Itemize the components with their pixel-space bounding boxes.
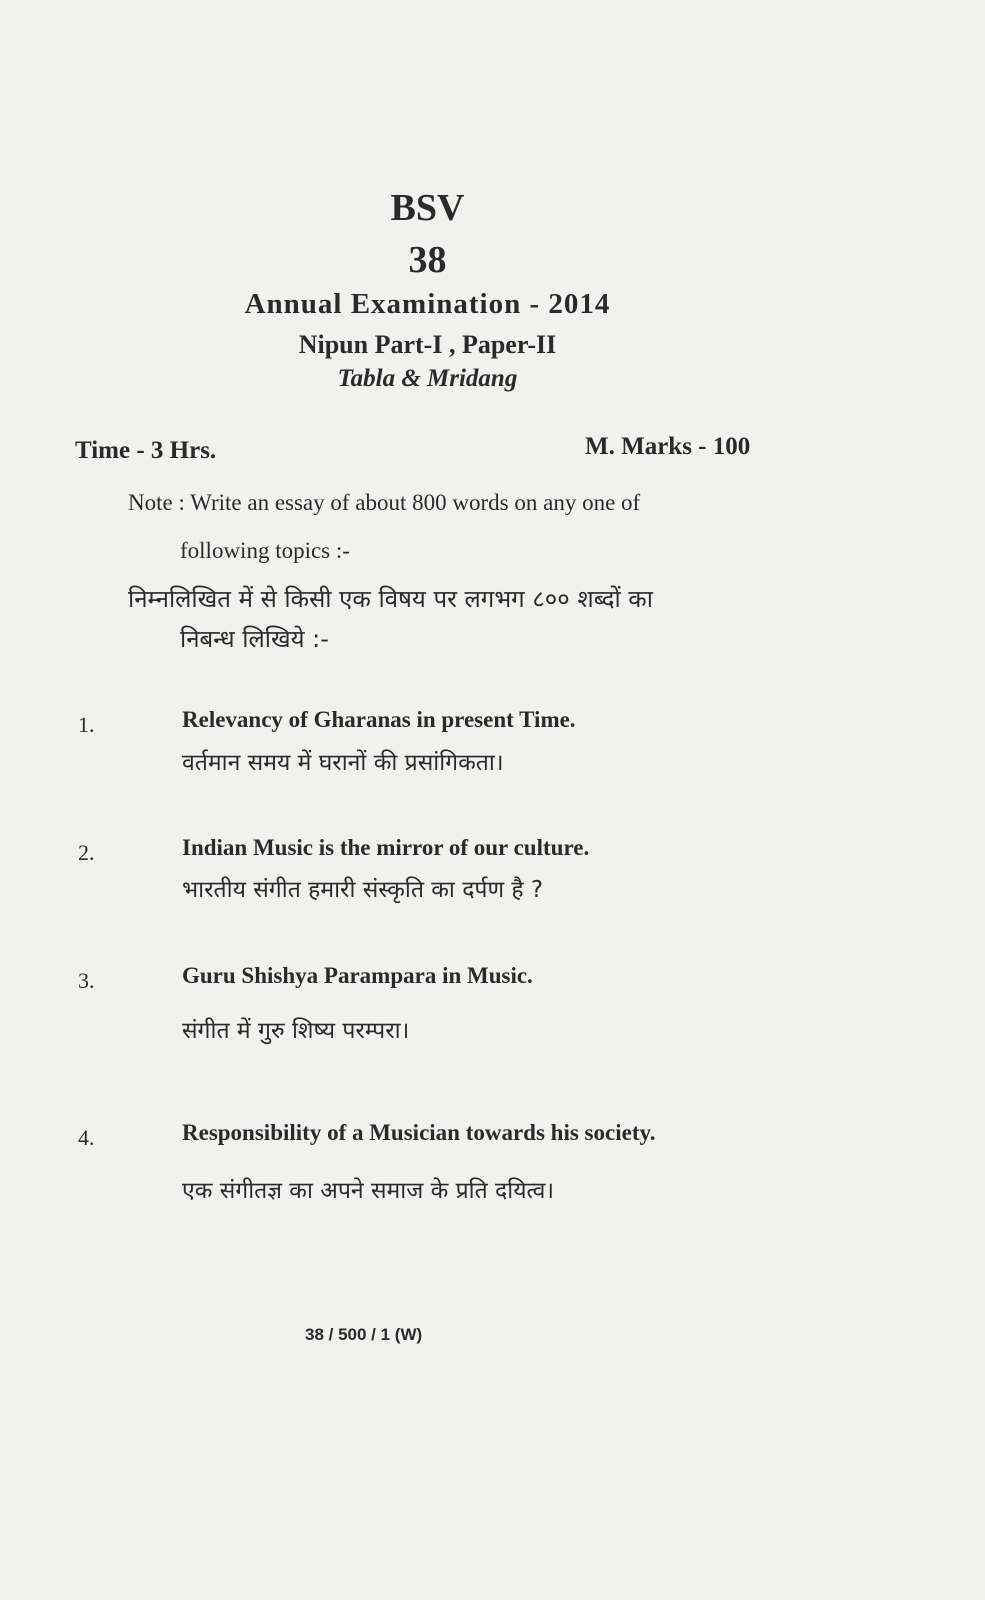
paper-code: BSV bbox=[390, 187, 465, 229]
footer-code: 38 / 500 / 1 (W) bbox=[305, 1325, 423, 1344]
exam-title: Annual Examination - 2014 bbox=[244, 288, 611, 320]
time-label: Time - 3 Hrs. bbox=[75, 437, 217, 464]
question-number: 2. bbox=[78, 840, 95, 865]
question-text-en: Responsibility of a Musician towards his society. bbox=[182, 1120, 656, 1145]
note-en-line1: Note : Write an essay of about 800 words on any one of bbox=[128, 490, 641, 515]
question-number: 4. bbox=[78, 1125, 95, 1150]
question-text-hi: एक संगीतज्ञ का अपने समाज के प्रति दयित्व। bbox=[182, 1178, 555, 1204]
note-hi-line1: निम्नलिखित में से किसी एक विषय पर लगभग ८०० शब्दों का bbox=[128, 585, 653, 613]
question-text-en: Relevancy of Gharanas in present Time. bbox=[182, 707, 576, 732]
question-number: 3. bbox=[78, 968, 95, 993]
subject-title: Tabla & Mridang bbox=[337, 365, 518, 392]
paper-number: 38 bbox=[408, 239, 447, 281]
max-marks: M. Marks - 100 bbox=[585, 433, 751, 460]
question-text-hi: वर्तमान समय में घरानों की प्रसांगिकता। bbox=[182, 750, 504, 776]
note-hi-line2: निबन्ध लिखिये :- bbox=[180, 625, 329, 653]
question-text-en: Indian Music is the mirror of our culture. bbox=[182, 835, 590, 860]
note-en-line2: following topics :- bbox=[180, 538, 350, 563]
question-text-hi: संगीत में गुरु शिष्य परम्परा। bbox=[182, 1018, 410, 1044]
question-text-hi: भारतीय संगीत हमारी संस्कृति का दर्पण है ? bbox=[182, 877, 544, 903]
course-title: Nipun Part-I , Paper-II bbox=[298, 330, 557, 359]
question-text-en: Guru Shishya Parampara in Music. bbox=[182, 963, 533, 988]
question-number: 1. bbox=[78, 712, 95, 737]
